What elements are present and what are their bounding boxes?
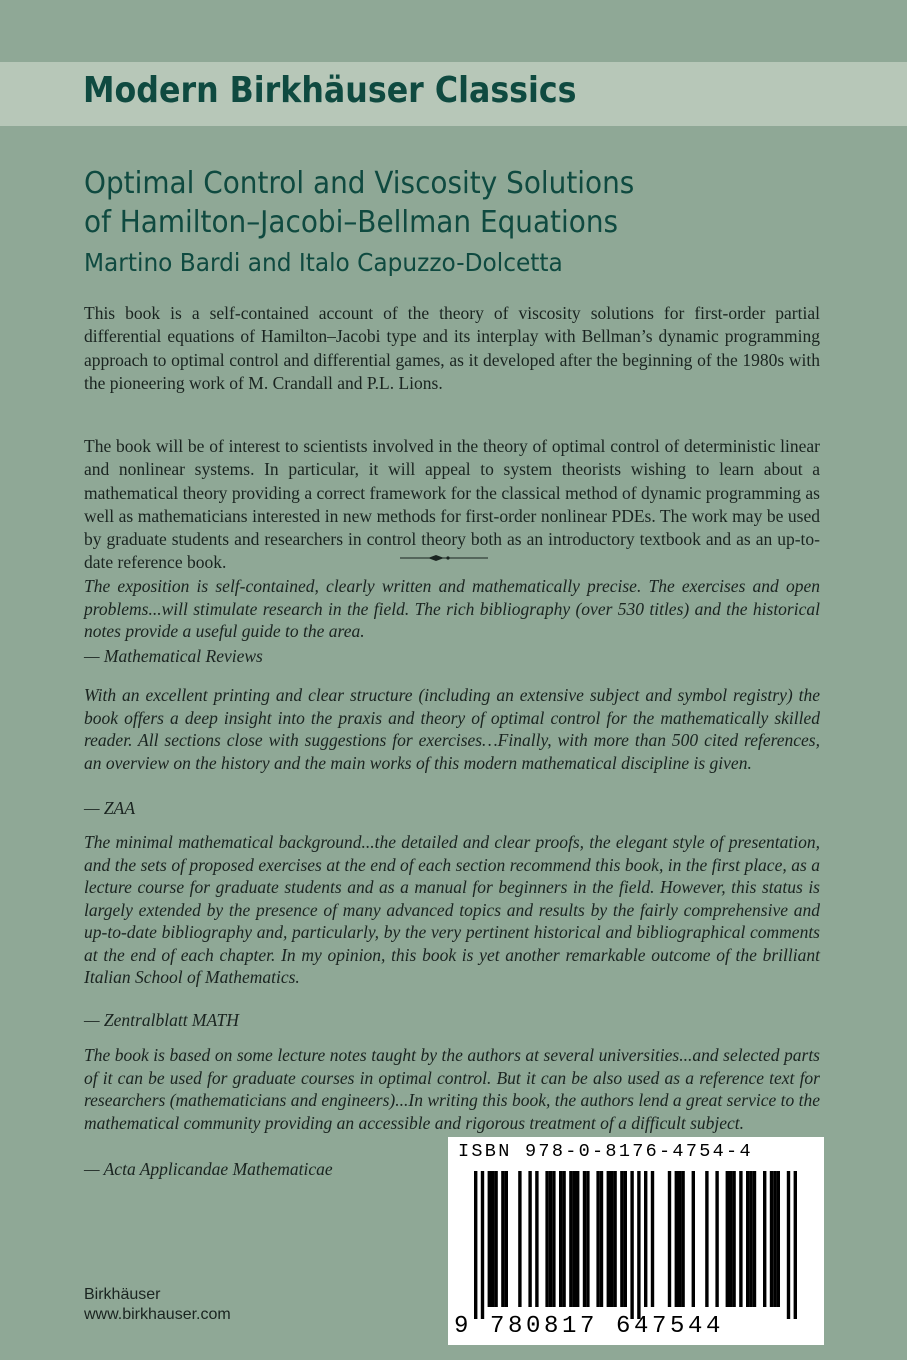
barcode-bar (607, 1171, 610, 1307)
isbn-label: ISBN 978-0-8176-4754-4 (458, 1141, 753, 1162)
barcode-bar (644, 1171, 647, 1307)
barcode-bar (773, 1171, 776, 1307)
barcode-bar (600, 1171, 603, 1307)
barcode-bar (562, 1171, 565, 1307)
barcode-box (448, 1137, 824, 1345)
ornament-divider (398, 554, 490, 562)
review-source-2: — ZAA (84, 798, 136, 818)
barcode-bar (763, 1171, 766, 1307)
review-quote-3: The minimal mathematical background...the detailed and clear proofs, the elegant style of presentation, and the sets of proposed exercises at the end of each section recommend this book, in the first place, as a lecture course for graduate students and as a manual for beginners in the field. However, this status is largely extended by the presence of many advanced topics and results by the fairly comprehensive and up-to-date bibliography and, particularly, by the very pertinent historical and bibliographical comments at the end of each chapter. In my opinion, this book is yet another remarkable outcome of the brilliant Italian School of Mathematics. (84, 832, 820, 987)
barcode-bar (624, 1171, 627, 1307)
barcode-bar (637, 1171, 640, 1319)
barcode-bar (729, 1171, 732, 1307)
ean-barcode (462, 1171, 802, 1323)
book-title (84, 164, 791, 242)
barcode-bar (501, 1171, 504, 1307)
barcode-bar (668, 1171, 671, 1307)
barcode-bar (749, 1171, 752, 1307)
barcode-bar (573, 1171, 576, 1307)
ean-digits: 9 780817 647544 (454, 1313, 725, 1340)
barcode-bar (620, 1171, 623, 1307)
barcode-bar (559, 1171, 562, 1307)
description-paragraph-2: The book will be of interest to scientists involved in the theory of optimal control of deterministic linear and nonlinear systems. In particular, it will appeal to system theorists wishing to learn about a mathematical theory providing a correct framework for the classical method of dynamic programming as well as mathematicians interested in new methods for first-order nonlinear PDEs. The work may be used by graduate students and researchers in control theory both as an introductory textbook and as an up-to-date reference book. (84, 436, 820, 573)
barcode-bar (681, 1171, 684, 1307)
barcode-bar (596, 1171, 599, 1307)
barcode-bar (518, 1171, 521, 1307)
barcode-bar (715, 1171, 718, 1307)
book-authors: Martino Bardi and Italo Capuzzo-Dolcetta (84, 248, 563, 277)
barcode-bar (777, 1171, 780, 1307)
barcode-bar (552, 1171, 555, 1307)
barcode-bar (549, 1171, 552, 1307)
barcode-bar (610, 1171, 613, 1307)
review-quote-4: The book is based on some lecture notes taught by the authors at several universities...and selected parts of it can be used for graduate courses in optimal control. But it can be also used as a reference text for researchers (mathematicians and engineers)...In writing this book, the authors lend a great service to the mathematical community providing an accessible and rigorous treatment of a difficult subject. (84, 1045, 820, 1133)
barcode-bar (613, 1171, 616, 1307)
barcode-bar (576, 1171, 579, 1307)
barcode-bar (739, 1171, 742, 1307)
barcode-bar (794, 1171, 797, 1319)
barcode-bar (528, 1171, 531, 1307)
barcode-bar (545, 1171, 548, 1307)
publisher (84, 1285, 231, 1325)
barcode-bar (705, 1171, 708, 1307)
barcode-bar (583, 1171, 586, 1307)
description-paragraph-1: This book is a self-contained account of the theory of viscosity solutions for first-order partial differential equations of Hamilton–Jacobi type and its interplay with Bellman’s dynamic programming approach to optimal control and differential games, as it developed after the beginning of the 1980s with the pioneering work of M. Crandall and P.L. Lions. (84, 303, 820, 393)
review-source-3: — Zentralblatt MATH (84, 1010, 239, 1030)
barcode-bar (505, 1171, 508, 1307)
barcode-bar (569, 1171, 572, 1307)
barcode-bar (630, 1171, 633, 1319)
review-quote-2: With an excellent printing and clear structure (including an extensive subject and symbol registry) the book offers a deep insight into the praxis and theory of optimal control for the mathematically skilled reader. All sections close with suggestions for exercises…Finally, with more than 500 cited references, an overview on the history and the main works of this modern mathematical discipline is given. (84, 685, 820, 773)
barcode-bar (787, 1171, 790, 1319)
barcode-bar (726, 1171, 729, 1307)
barcode-bar (481, 1171, 484, 1319)
review-quote-1: The exposition is self-contained, clearly written and mathematically precise. The exercises and open problems...will stimulate research in the field. The rich bibliography (over 530 titles) and the historical notes provide a useful guide to the area. (84, 576, 820, 641)
series-title: Modern Birkhäuser Classics (83, 70, 577, 111)
barcode-bar (494, 1171, 497, 1307)
barcode-bar (732, 1171, 735, 1307)
barcode-bar (675, 1171, 678, 1307)
book-title-line-1: Optimal Control and Viscosity Solutions (84, 166, 635, 201)
barcode-bar (746, 1171, 749, 1307)
barcode-bar (651, 1171, 654, 1307)
barcode-bar (491, 1171, 494, 1307)
barcode-bar (535, 1171, 538, 1307)
barcode-bar (753, 1171, 756, 1307)
publisher-name: Birkhäuser (84, 1286, 161, 1303)
barcode-bar (586, 1171, 589, 1307)
publisher-url[interactable]: www.birkhauser.com (84, 1306, 231, 1323)
barcode-bar (770, 1171, 773, 1307)
book-title-line-2: of Hamilton–Jacobi–Bellman Equations (84, 205, 619, 240)
barcode-bar (474, 1171, 477, 1319)
barcode-bar (488, 1171, 491, 1307)
review-source-1: — Mathematical Reviews (84, 646, 263, 666)
review-source-4: — Acta Applicandae Mathematicae (84, 1159, 333, 1179)
barcode-bar (678, 1171, 681, 1307)
barcode-bar (692, 1171, 695, 1307)
